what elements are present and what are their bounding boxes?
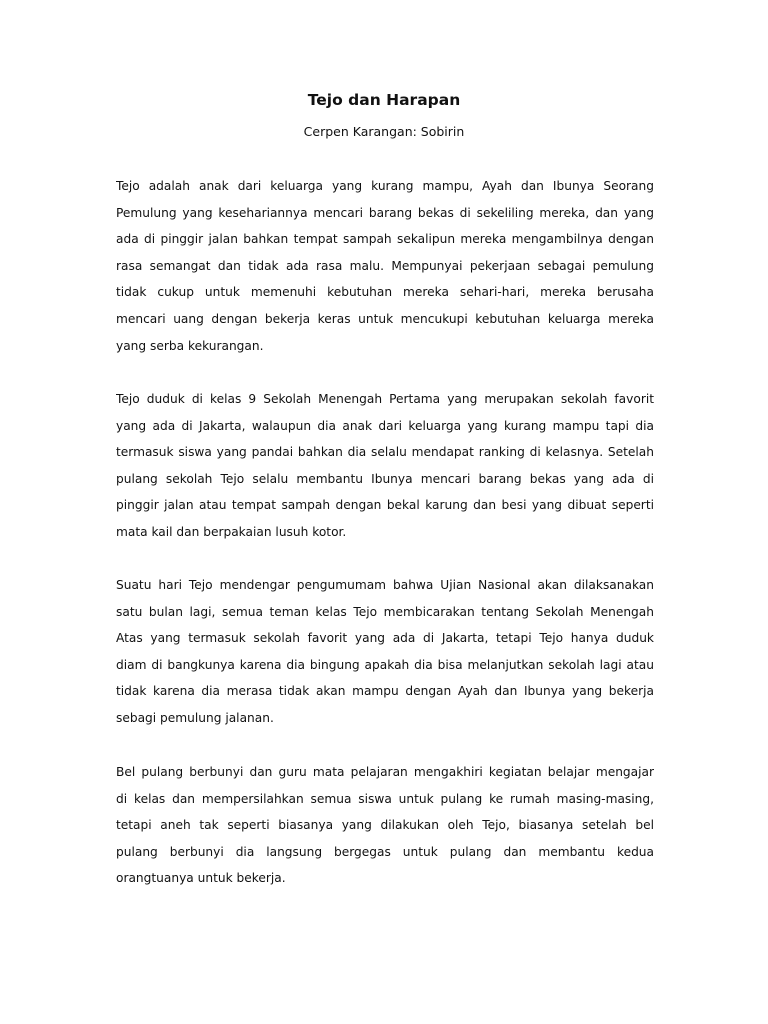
paragraph-line: diam di bangkunya karena dia bingung apakah dia bisa melanjutkan sekolah lagi atau [116, 657, 654, 672]
paragraph-3 [116, 572, 654, 732]
document-title: Tejo dan Harapan [307, 91, 461, 109]
paragraph-line: rasa semangat dan tidak ada rasa malu. Mempunyai pekerjaan sebagai pemulung [116, 258, 654, 273]
paragraph-line: Pemulung yang kesehariannya mencari barang bekas di sekeliling mereka, dan yang [116, 205, 654, 220]
paragraph-line: mencari uang dengan bekerja keras untuk mencukupi kebutuhan keluarga mereka [116, 311, 654, 326]
paragraph-line: tidak karena dia merasa tidak akan mampu dengan Ayah dan Ibunya yang bekerja [116, 684, 654, 699]
paragraph-1 [116, 173, 654, 359]
paragraph-line: di kelas dan mempersilahkan semua siswa untuk pulang ke rumah masing-masing, [116, 791, 654, 806]
paragraph-line: pinggir jalan atau tempat sampah dengan bekal karung dan besi yang dibuat seperti [116, 498, 654, 513]
paragraph-line: termasuk siswa yang pandai bahkan dia selalu mendapat ranking di kelasnya. Setelah [116, 445, 654, 460]
paragraph-line: Tejo adalah anak dari keluarga yang kurang mampu, Ayah dan Ibunya Seorang [116, 179, 654, 193]
paragraph-line: Bel pulang berbunyi dan guru mata pelajaran mengakhiri kegiatan belajar mengajar [116, 765, 654, 779]
paragraph-line: Tejo duduk di kelas 9 Sekolah Menengah Pertama yang merupakan sekolah favorit [116, 392, 654, 406]
paragraph-line: satu bulan lagi, semua teman kelas Tejo membicarakan tentang Sekolah Menengah [116, 604, 654, 619]
paragraph-line: pulang berbunyi dia langsung bergegas untuk pulang dan membantu kedua [116, 844, 654, 859]
paragraph-4 [116, 759, 654, 892]
document-subtitle: Cerpen Karangan: Sobirin [303, 124, 465, 139]
paragraph-line: Suatu hari Tejo mendengar pengumumam bahwa Ujian Nasional akan dilaksanakan [116, 578, 654, 592]
paragraph-line: yang ada di Jakarta, walaupun dia anak dari keluarga yang kurang mampu tapi dia [116, 418, 654, 433]
paragraph-line: ada di pinggir jalan bahkan tempat sampah sekalipun mereka mengambilnya dengan [116, 232, 654, 247]
paragraph-line: tetapi aneh tak seperti biasanya yang dilakukan oleh Tejo, biasanya setelah bel [116, 818, 654, 833]
paragraph-line: mata kail dan berpakaian lusuh kotor. [116, 524, 347, 539]
paragraph-2 [116, 386, 654, 546]
paragraph-line: yang serba kekurangan. [116, 338, 264, 353]
paragraph-line: tidak cukup untuk memenuhi kebutuhan mereka sehari-hari, mereka berusaha [116, 285, 654, 300]
paragraph-line: Atas yang termasuk sekolah favorit yang ada di Jakarta, tetapi Tejo hanya duduk [116, 631, 654, 646]
paragraph-line: orangtuanya untuk bekerja. [116, 871, 286, 886]
paragraph-line: sebagi pemulung jalanan. [116, 710, 274, 725]
paragraph-line: pulang sekolah Tejo selalu membantu Ibunya mencari barang bekas yang ada di [116, 471, 654, 486]
